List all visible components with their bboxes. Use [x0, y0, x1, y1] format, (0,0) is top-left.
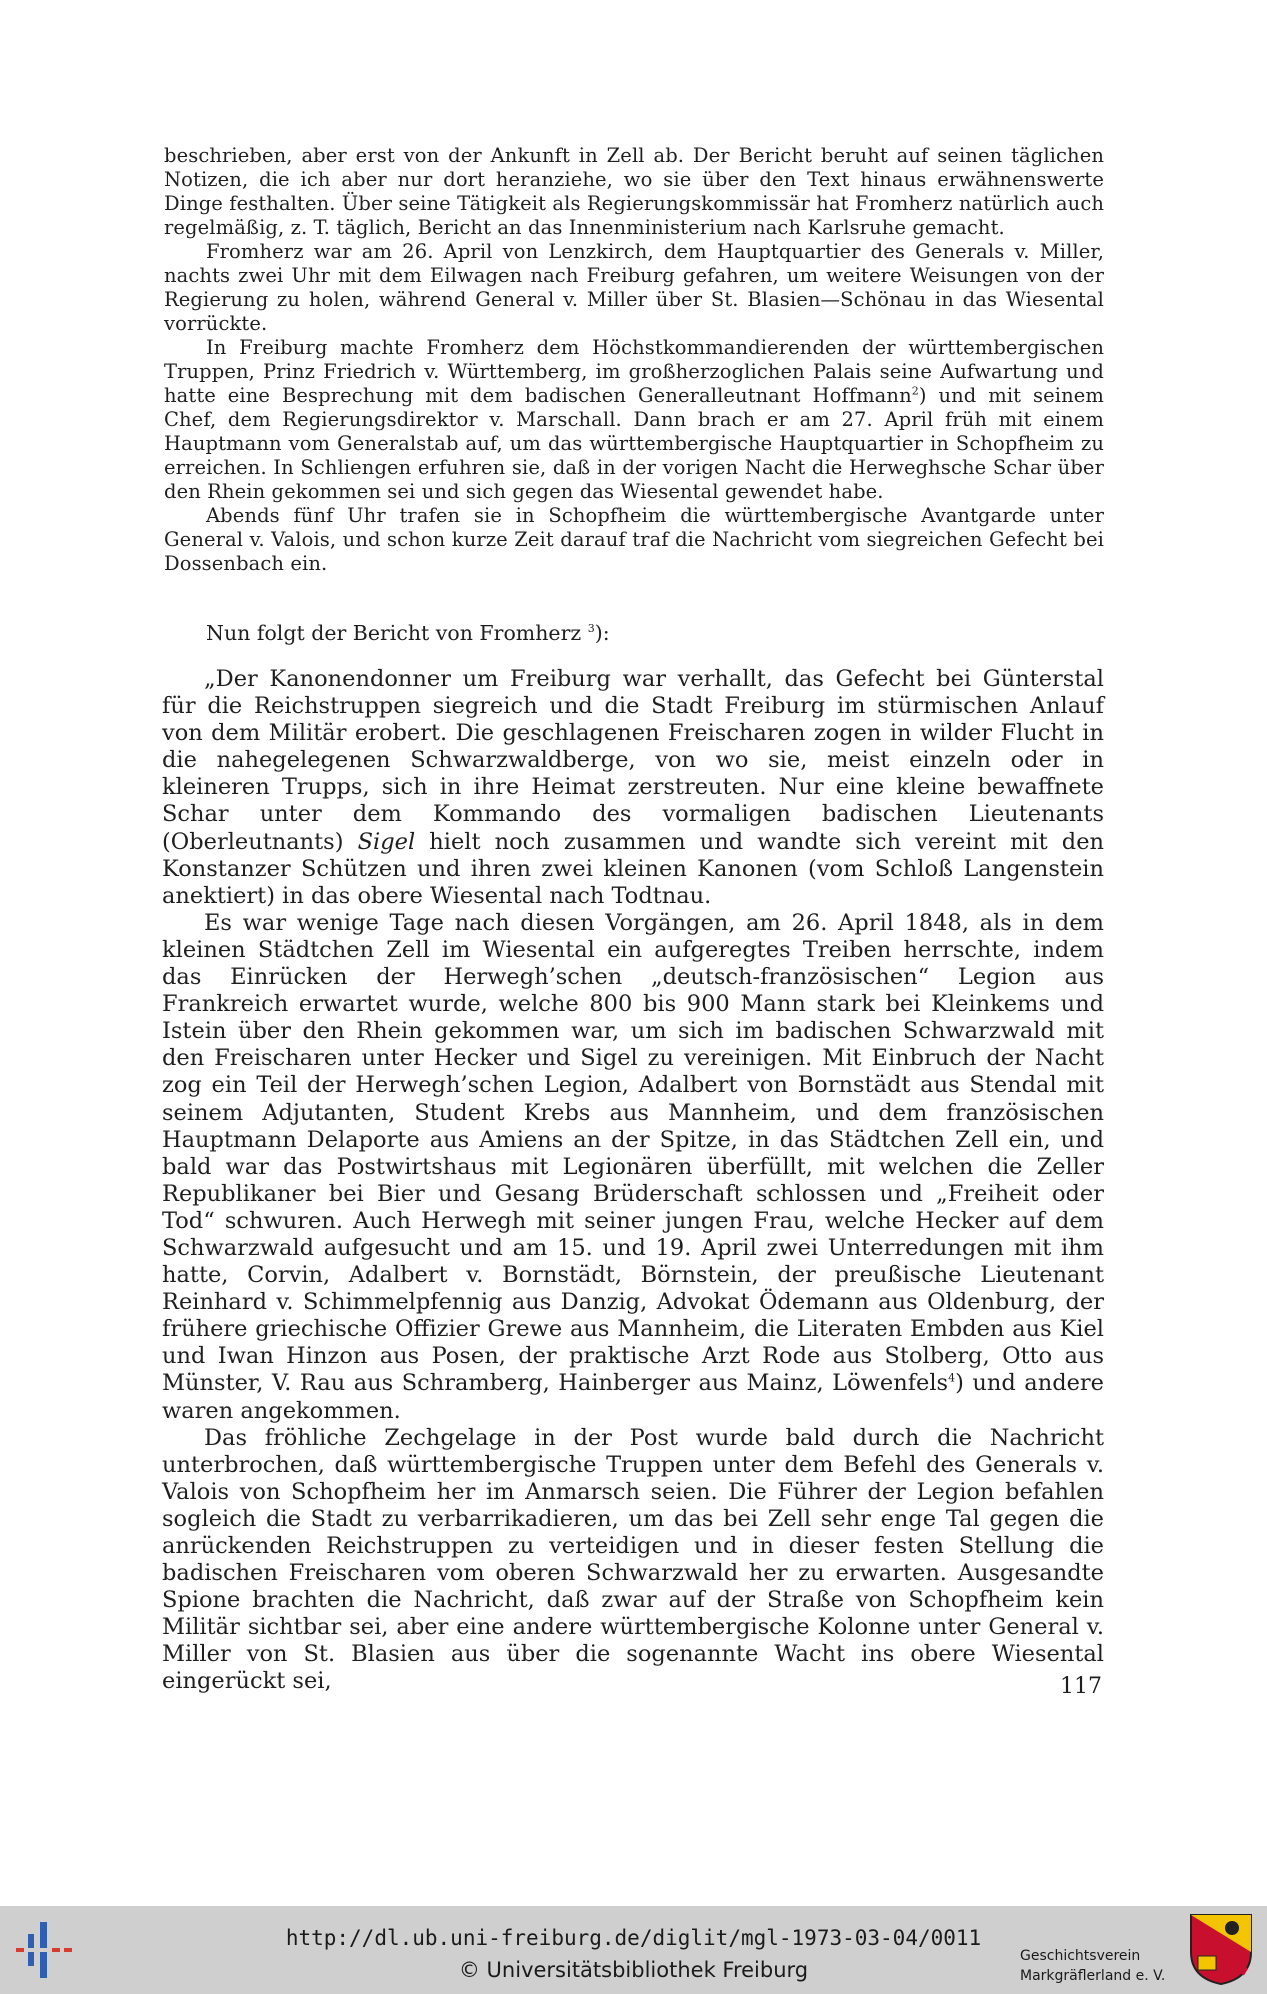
paragraph: Abends fünf Uhr trafen sie in Schopfheim die württembergische Avantgarde unter General v. Valois, und schon kurze Zeit darauf traf die Nachricht vom siegreichen Gefecht bei Dossenbach ein.: [164, 504, 1104, 575]
paragraph: Fromherz war am 26. April von Lenzkirch, dem Hauptquartier des Generals v. Miller, nachts zwei Uhr mit dem Eilwagen nach Freiburg gefahren, um weitere Weisungen von der Regierung zu holen, während General v. Miller über St. Blasien—Schönau in das Wiesental vorrückte.: [164, 240, 1104, 335]
society-name: Geschichtsverein Markgräflerland e. V.: [1020, 1948, 1166, 1984]
paragraph: „Der Kanonendonner um Freiburg war verhallt, das Gefecht bei Günterstal für die Reichstruppen siegreich und die Stadt Freiburg im stürmischen Anlauf von dem Militär erobert. Die geschlagenen Freischaren zogen in wilder Flucht in die nahegelegenen Schwarzwaldberge, von wo sie, meist einzeln oder in kleineren Trupps, sich in ihre Heimat zerstreuten. Nur eine kleine bewaffnete Schar unter dem Kommando des vormaligen badischen Lieutenants (Oberleutnants) Sigel hielt noch zusammen und wandte sich vereint mit den Konstanzer Schützen und ihren zwei kleinen Kanonen (vom Schloß Langenstein anektiert) in das obere Wiesental nach Todtnau.: [162, 666, 1105, 909]
report-text: [162, 666, 1104, 1696]
copyright: © Universitätsbibliothek Freiburg: [458, 1958, 809, 1982]
paragraph: Es war wenige Tage nach diesen Vorgängen, am 26. April 1848, als in dem kleinen Städtchen Zell im Wiesental ein aufgeregtes Treiben herrschte, indem das Einrücken der Herwegh’schen „deutsch-französischen“ Legion aus Frankreich erwartet wurde, welche 800 bis 900 Mann stark bei Kleinkems und Istein über den Rhein gekommen war, um sich im badischen Schwarzwald mit den Freischaren unter Hecker und Sigel zu vereinigen. Mit Einbruch der Nacht zog ein Teil der Herwegh’schen Legion, Adalbert von Bornstädt aus Stendal mit seinem Adjutanten, Student Krebs aus Mannheim, und dem französischen Hauptmann Delaporte aus Amiens an der Spitze, in das Städtchen Zell ein, und bald war das Postwirtshaus mit Legionären überfüllt, mit welchen die Zeller Republikaner bei Bier und Gesang Brüderschaft schlossen und „Freiheit oder Tod“ schwuren. Auch Herwegh mit seiner jungen Frau, welche Hecker auf dem Schwarzwald aufgesucht und am 15. und 19. April zwei Unterredungen mit ihm hatte, Corvin, Adalbert v. Bornstädt, Börnstein, der preußische Lieutenant Reinhard v. Schimmelpfennig aus Danzig, Advokat Ödemann aus Oldenburg, der frühere griechische Offizier Grewe aus Mannheim, die Literaten Embden aus Kiel und Iwan Hinzon aus Posen, der praktische Arzt Rode aus Stolberg, Otto aus Münster, V. Rau aus Schramberg, Hainberger aus Mainz, Löwenfels$^4$) und andere waren angekommen.: [162, 909, 1104, 1424]
document-url[interactable]: http://dl.ub.uni-freiburg.de/diglit/mgl-1973-03-04/0011: [285, 1926, 982, 1950]
paragraph: Das fröhliche Zechgelage in der Post wurde bald durch die Nachricht unterbrochen, daß württembergische Truppen unter dem Befehl des Generals v. Valois von Schopfheim her im Anmarsch seien. Die Führer der Legion befahlen sogleich die Stadt zu verbarrikadieren, um das bei Zell sehr enge Tal gegen die anrückenden Reichstruppen zu verteidigen und in dieser festen Stellung die badischen Freischaren vom oberen Schwarzwald her zu erwarten. Ausgesandte Spione brachten die Nachricht, daß zwar auf der Straße von Schopfheim kein Militär sichtbar sei, aber eine andere württembergische Kolonne unter General v. Miller von St. Blasien aus über die sogenannte Wacht ins obere Wiesental eingerückt sei,: [162, 1424, 1104, 1695]
footnote-ref: 3: [587, 622, 595, 636]
name-italic: Sigel: [357, 828, 416, 855]
footer-bar: [0, 1906, 1267, 1994]
intro-text: [164, 144, 1104, 576]
footnote-ref: 2: [911, 384, 919, 398]
page-number: 117: [1060, 1674, 1102, 1699]
footnote-ref: 4: [948, 1371, 956, 1385]
report-intro: Nun folgt der Bericht von Fromherz $^3$):: [206, 621, 610, 645]
coat-of-arms-icon: [1188, 1912, 1254, 1986]
paragraph: beschrieben, aber erst von der Ankunft in Zell ab. Der Bericht beruht auf seinen täglichen Notizen, die ich aber nur dort heranziehe, wo sie über den Text hinaus erwähnenswerte Dinge festhalten. Über seine Tätigkeit als Regierungskommissär hat Fromherz natürlich auch regelmäßig, z. T. täglich, Bericht an das Innenministerium nach Karlsruhe gemacht.: [164, 144, 1104, 239]
paragraph: In Freiburg machte Fromherz dem Höchstkommandierenden der württembergischen Truppen, Prinz Friedrich v. Württemberg, im großherzoglichen Palais seine Aufwartung und hatte eine Besprechung mit dem badischen Generalleutnant Hoffmann$^2$) und mit seinem Chef, dem Regierungsdirektor v. Marschall. Dann brach er am 27. April früh mit einem Hauptmann vom Generalstab auf, um das württembergische Hauptquartier in Schopfheim zu erreichen. In Schliengen erfuhren sie, daß in der vorigen Nacht die Herweghsche Schar über den Rhein gekommen sei und sich gegen das Wiesental gewendet habe.: [164, 336, 1104, 503]
